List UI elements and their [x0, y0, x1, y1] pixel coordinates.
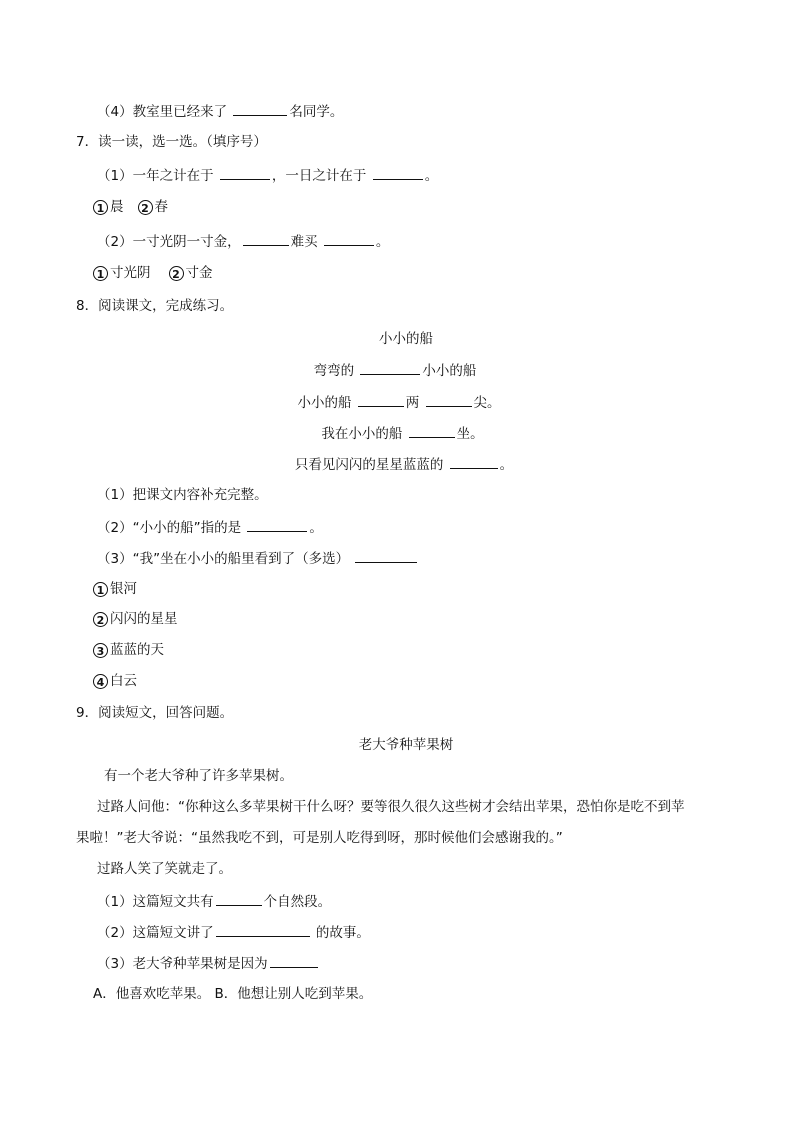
answer-blank[interactable] [233, 101, 287, 116]
poem-line-1: 弯弯的 小小的船 [0, 360, 790, 380]
q8-option: 1 银河 [93, 580, 137, 598]
q9-sub2: （2）这篇短文讲了 的故事。 [97, 922, 370, 942]
story-paragraph-2-line-2: 果啦！”老大爷说：“虽然我吃不到，可是别人吃得到呀，那时候他们会感谢我的。” [76, 830, 563, 846]
answer-blank[interactable] [247, 517, 307, 532]
circled-number-1: 1 [93, 266, 108, 281]
answer-blank[interactable] [216, 922, 310, 937]
q8-option: 3 蓝蓝的天 [93, 641, 164, 659]
answer-blank[interactable] [324, 231, 374, 246]
circled-number-4: 4 [93, 674, 108, 689]
q8-sub1: （1）把课文内容补充完整。 [97, 487, 268, 503]
answer-blank[interactable] [360, 360, 420, 375]
poem-line-3: 我在小小的船 坐。 [0, 423, 794, 443]
circled-number-2: 2 [138, 200, 153, 215]
poem-line-2: 小小的船 两 尖。 [0, 392, 794, 412]
q9-sub1: （1）这篇短文共有 个自然段。 [97, 891, 331, 911]
q8-sub3: （3）“我”坐在小小的船里看到了（多选） [97, 548, 419, 568]
circled-number-1: 1 [93, 582, 108, 597]
answer-blank[interactable] [450, 454, 498, 469]
circled-number-1: 1 [93, 200, 108, 215]
q8-option: 4 白云 [93, 672, 137, 690]
poem-line-4: 只看见闪闪的星星蓝蓝的 。 [0, 454, 794, 474]
q8-option: 2 闪闪的星星 [93, 610, 178, 628]
q7-title: 7．读一读，选一选。（填序号） [76, 134, 267, 150]
answer-blank[interactable] [243, 231, 289, 246]
answer-blank[interactable] [373, 165, 423, 180]
q6-item4: （4）教室里已经来了 名同学。 [97, 101, 343, 121]
answer-blank[interactable] [409, 423, 455, 438]
story-paragraph-3: 过路人笑了笑就走了。 [97, 861, 232, 877]
q7-sub2: （2）一寸光阴一寸金， 难买 。 [97, 231, 389, 251]
answer-blank[interactable] [426, 392, 472, 407]
q8-title: 8．阅读课文，完成练习。 [76, 298, 234, 314]
q7-sub2-options: 1 寸光阴 2 寸金 [93, 264, 213, 282]
circled-number-3: 3 [93, 643, 108, 658]
answer-blank[interactable] [270, 953, 318, 968]
q7-sub1-options: 1 晨 2 春 [93, 198, 168, 216]
answer-blank[interactable] [216, 891, 262, 906]
circled-number-2: 2 [169, 266, 184, 281]
q9-sub3: （3）老大爷种苹果树是因为 [97, 953, 320, 973]
story-paragraph-2-line-1: 过路人问他：“你种这么多苹果树干什么呀？要等很久很久这些树才会结出苹果，恐怕你是吃不到苹 [97, 799, 685, 815]
circled-number-2: 2 [93, 612, 108, 627]
answer-blank[interactable] [220, 165, 270, 180]
answer-blank[interactable] [355, 548, 417, 563]
q8-sub2: （2）“小小的船”指的是 。 [97, 517, 323, 537]
answer-blank[interactable] [358, 392, 404, 407]
poem-title: 小小的船 [379, 331, 433, 347]
q9-title: 9．阅读短文，回答问题。 [76, 705, 234, 721]
q7-sub1: （1）一年之计在于 ，一日之计在于 。 [97, 165, 438, 185]
story-paragraph-1: 有一个老大爷种了许多苹果树。 [104, 768, 293, 784]
story-title: 老大爷种苹果树 [358, 737, 454, 753]
q9-sub3-choices: A．他喜欢吃苹果。 B．他想让别人吃到苹果。 [93, 986, 373, 1002]
